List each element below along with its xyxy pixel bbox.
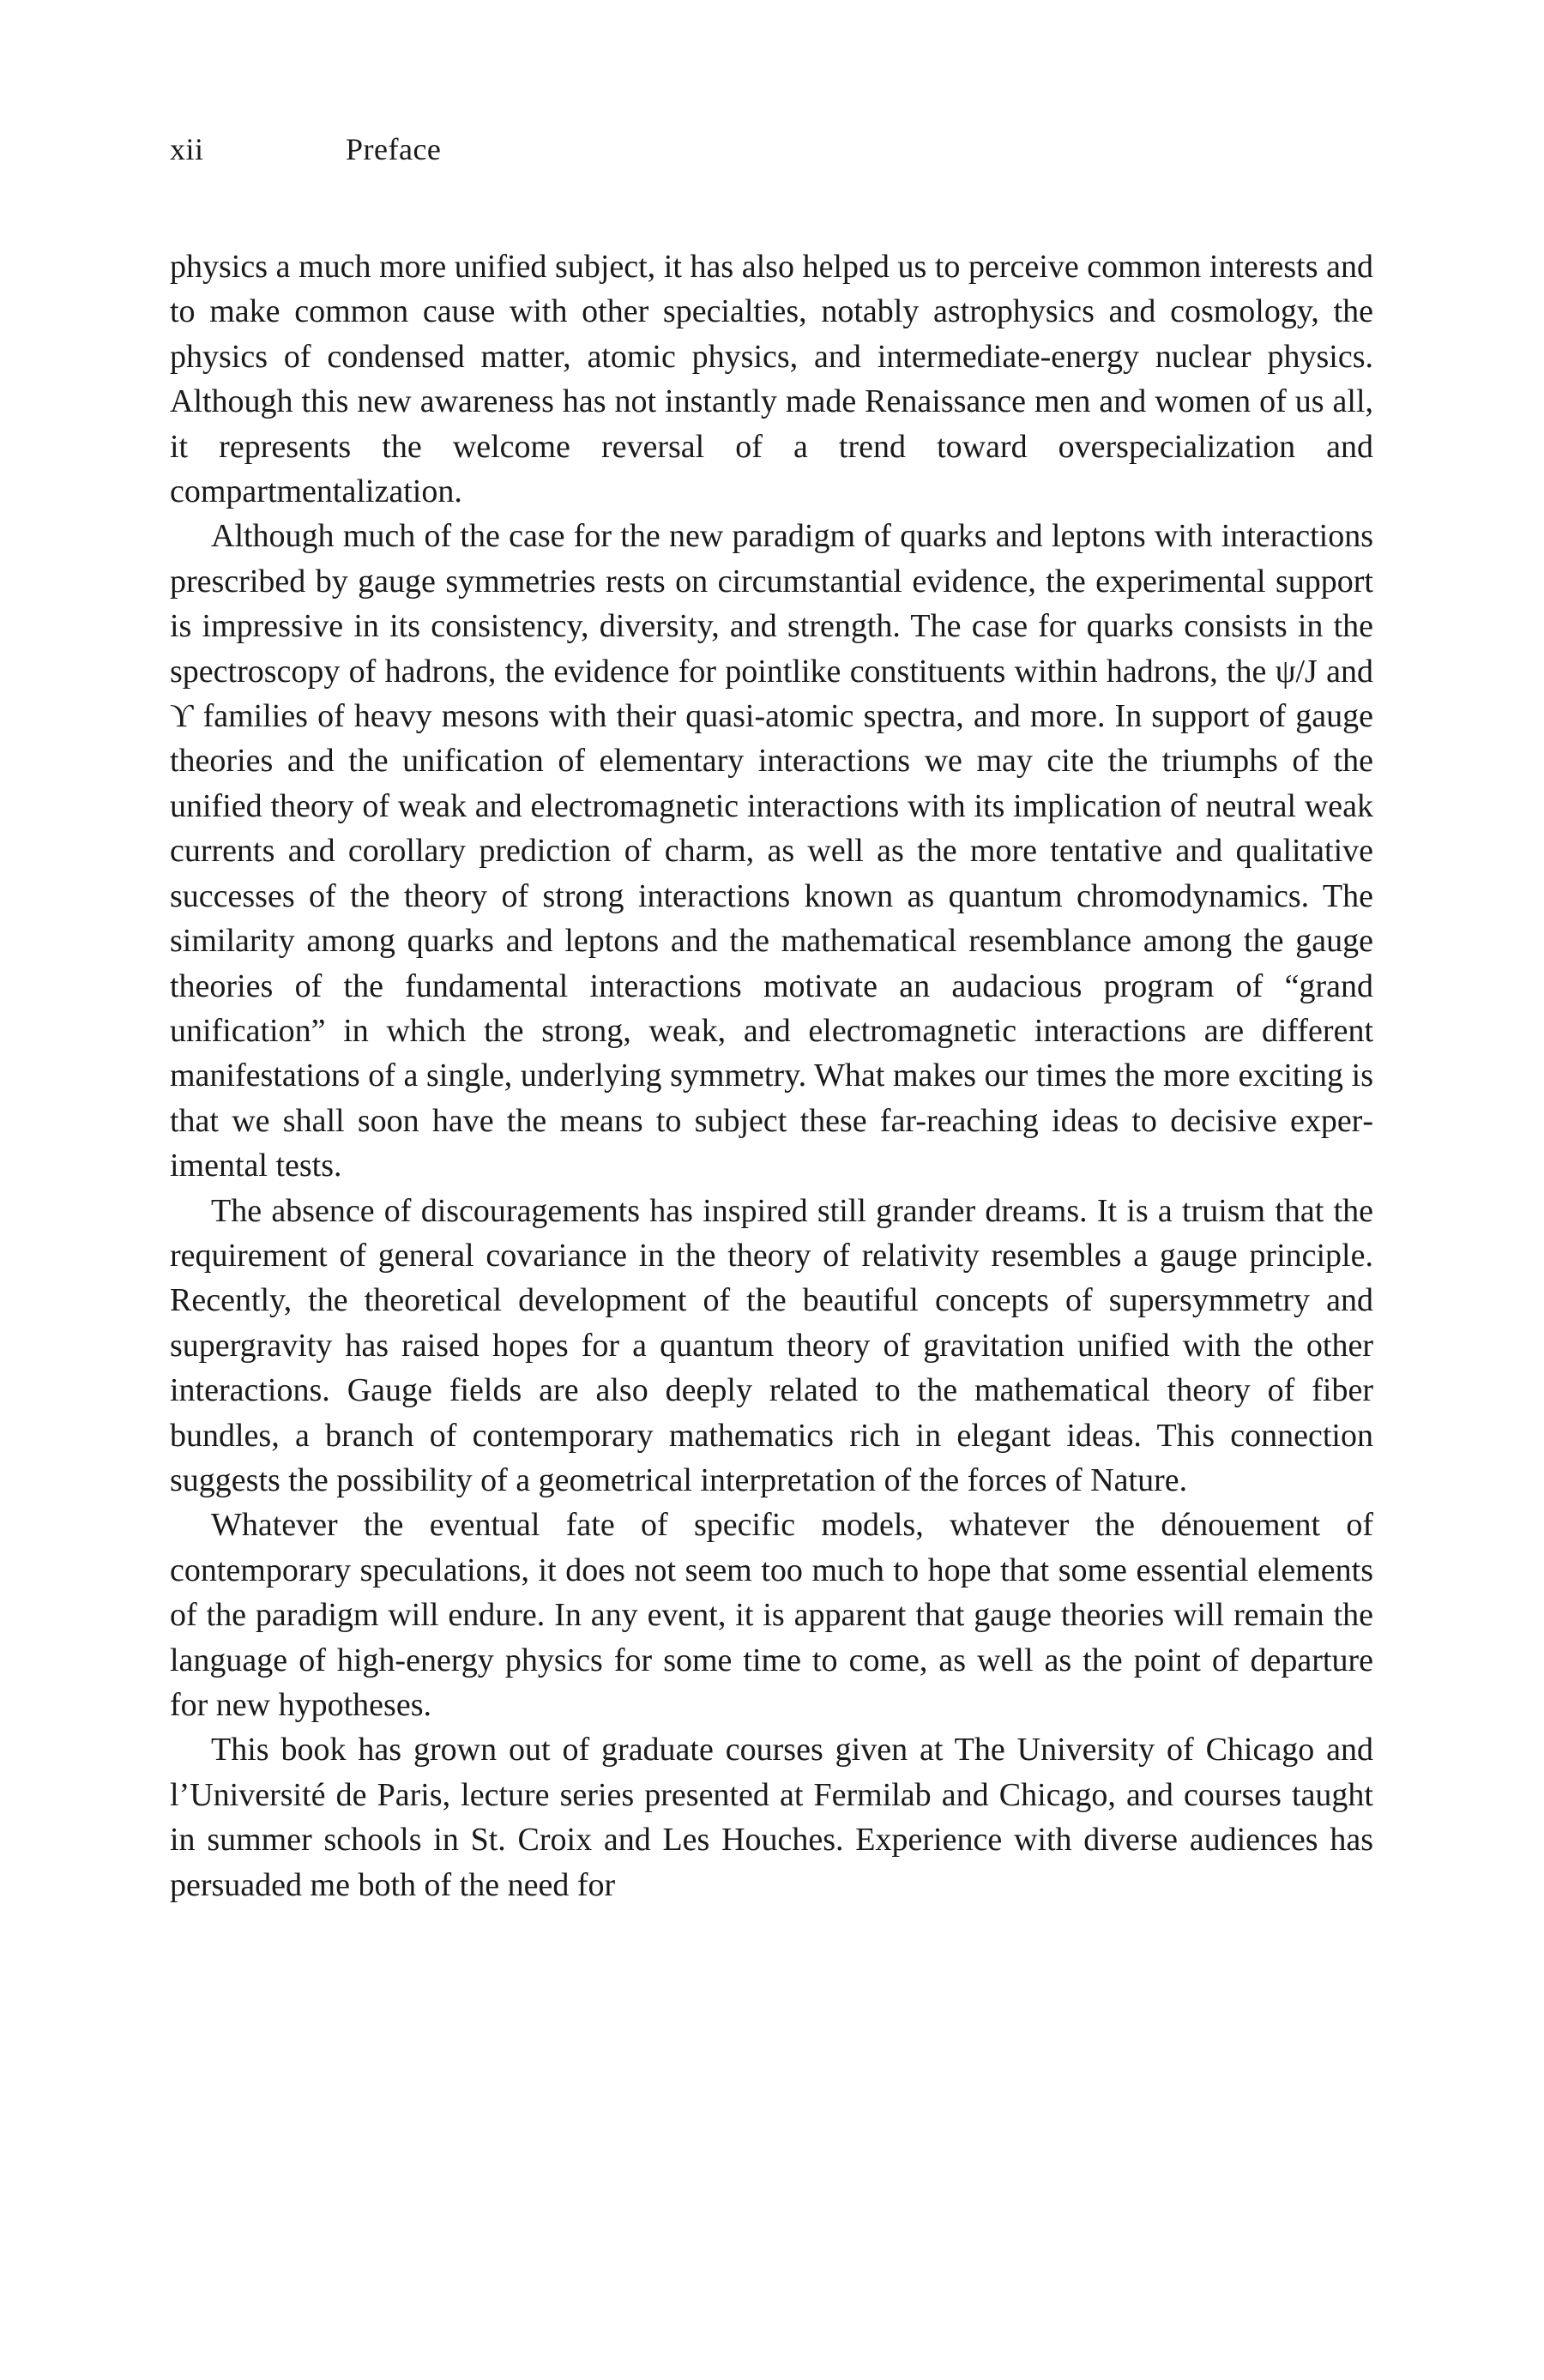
section-title: Preface — [346, 132, 442, 166]
body-text — [170, 244, 1373, 1907]
paragraph: Whatever the eventual fate of specific models, whatever the dénouement of contemporary speculations, it does not seem too much to hope that some essential elements of the paradigm will endure. In any event, it is apparent that gauge theories will remain the language of high-energy physics for some time to come, as well as the point of departure for new hypotheses. — [170, 1507, 1373, 1723]
running-head — [170, 134, 441, 165]
page-number: xii — [170, 132, 204, 166]
paragraph: physics a much more unified subject, it has also helped us to perceive common interests and to make common cause with other specialties, notably astrophysics and cosmology, the physics of condensed matter, atomic physics, and intermediate-energy nuclear physics. Although this new awareness has not instantly made Renaissance men and women of us all, it represents the welcome reversal of a trend toward overspecialization and compartmentalization. — [170, 249, 1373, 510]
paragraph: Although much of the case for the new paradigm of quarks and leptons with interactions prescribed by gauge symmetries rests on circumstantial evidence, the experimental support is impressive in its consistency, diversity, and strength. The case for quarks consists in the spectroscopy of hadrons, the evidence for pointlike constituents within hadrons, the ψ/J and ϒ families of heavy mesons with their quasi-atomic spectra, and more. In support of gauge theories and the unification of elementary interactions we may cite the triumphs of the unified theory of weak and electromagnetic interactions with its implication of neutral weak currents and corollary prediction of charm, as well as the more tentative and qualitative successes of the theory of strong interactions known as quantum chromodynamics. The similarity among quarks and leptons and the mathematical resemblance among the gauge theories of the fundamental interactions motivate an audacious program of “grand unification” in which the strong, weak, and electromagnetic interactions are different manifestations of a single, underlying symmetry. What makes our times the more exciting is that we shall soon have the means to subject these far-reaching ideas to decisive experimental tests. — [170, 518, 1373, 1184]
paragraph: This book has grown out of graduate courses given at The University of Chicago and l’Université de Paris, lecture series presented at Fermilab and Chicago, and courses taught in summer schools in St. Croix and Les Houches. Experience with diverse audiences has persuaded me both of the need for — [170, 1732, 1373, 1903]
paragraph: The absence of discouragements has inspired still grander dreams. It is a truism that the requirement of general covariance in the theory of relativity resembles a gauge principle. Recently, the theoretical development of the beautiful concepts of supersymmetry and supergravity has raised hopes for a quantum theory of gravitation unified with the other interactions. Gauge fields are also deeply related to the mathematical theory of fiber bundles, a branch of contemporary mathematics rich in elegant ideas. This connection suggests the possibility of a geometrical interpretation of the forces of Nature. — [170, 1192, 1373, 1498]
